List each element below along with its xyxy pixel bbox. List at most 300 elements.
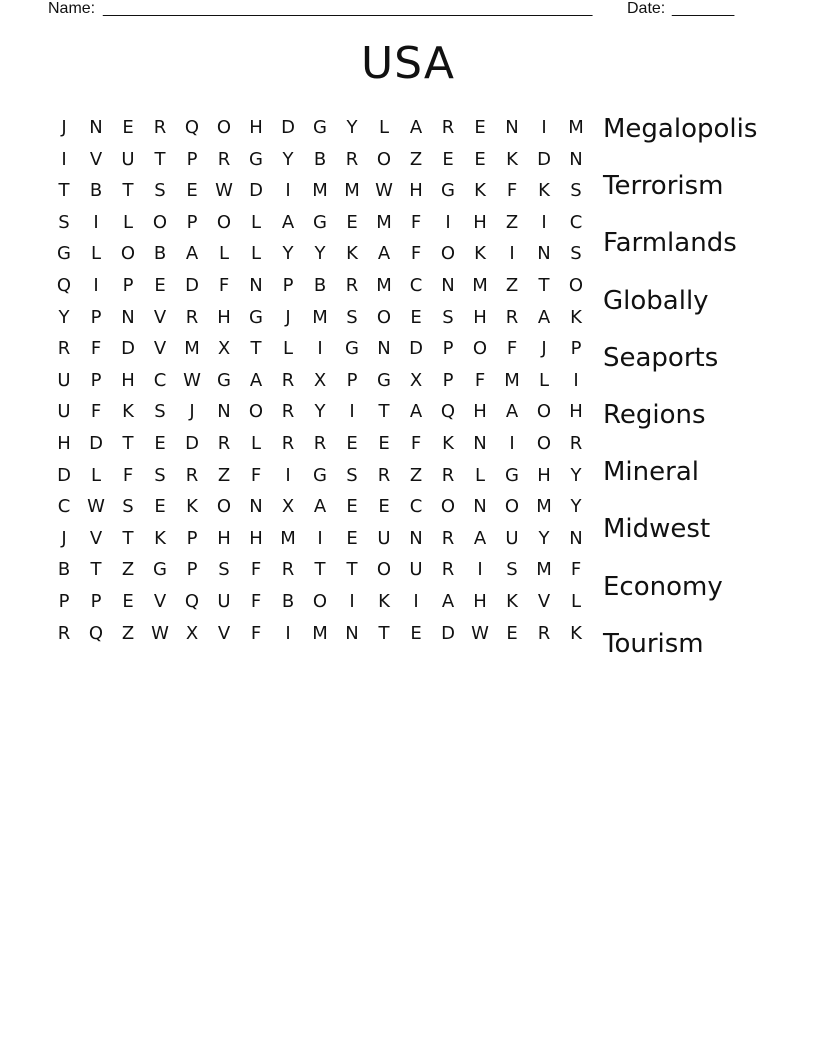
grid-letter: T [378, 622, 390, 644]
grid-letter: I [445, 211, 451, 233]
grid-letter: K [346, 243, 358, 265]
word-list-item: Mineral [603, 457, 699, 488]
grid-letter: E [442, 148, 454, 170]
grid-letter: U [505, 527, 519, 549]
grid-letter: D [89, 432, 103, 454]
grid-row [48, 302, 592, 334]
grid-row [48, 523, 592, 555]
grid-letter: L [538, 369, 550, 391]
grid-letter: D [185, 432, 199, 454]
grid-letter: G [313, 464, 327, 486]
word-list-item: Economy [603, 571, 723, 602]
grid-letter: S [442, 306, 454, 328]
date-blank-line: _______ [672, 0, 735, 17]
grid-letter: W [183, 369, 201, 391]
grid-letter: A [377, 243, 391, 265]
grid-letter: F [122, 464, 134, 486]
grid-letter: F [506, 180, 518, 202]
grid-letter: S [154, 464, 166, 486]
grid-letter: D [409, 338, 423, 360]
grid-letter: H [473, 590, 487, 612]
grid-letter: R [217, 148, 231, 170]
grid-letter: B [57, 559, 71, 581]
grid-letter: M [312, 180, 328, 202]
word-list-item: Globally [603, 285, 709, 316]
grid-letter: E [410, 306, 422, 328]
grid-letter: J [61, 527, 67, 549]
grid-letter: S [346, 464, 358, 486]
grid-letter: D [249, 180, 263, 202]
grid-letter: A [409, 117, 423, 138]
grid-letter: O [536, 401, 552, 423]
grid-letter: H [473, 306, 487, 328]
grid-letter: K [474, 180, 486, 202]
grid-letter: J [189, 401, 195, 423]
grid-letter: F [570, 559, 582, 581]
grid-letter: F [474, 369, 486, 391]
grid-row [48, 618, 592, 650]
grid-row [48, 238, 592, 270]
grid-letter: T [122, 432, 134, 454]
grid-letter: F [506, 338, 518, 360]
grid-letter: U [121, 148, 135, 170]
grid-letter: I [509, 432, 515, 454]
grid-letter: V [89, 148, 103, 170]
grid-letter: Z [409, 148, 423, 170]
grid-letter: F [218, 274, 230, 296]
grid-letter: W [375, 180, 393, 202]
grid-letter: R [185, 306, 199, 328]
grid-letter: U [409, 559, 423, 581]
grid-letter: T [314, 559, 326, 581]
grid-letter: M [376, 211, 392, 233]
puzzle-title: USA [360, 38, 456, 89]
grid-letter: R [377, 464, 391, 486]
grid-letter: P [58, 590, 70, 612]
grid-letter: E [154, 274, 166, 296]
grid-letter: D [281, 117, 295, 138]
grid-letter: B [89, 180, 103, 202]
grid-letter: N [473, 496, 487, 518]
grid-letter: M [504, 369, 520, 391]
grid-letter: P [90, 306, 102, 328]
grid-letter: Y [314, 243, 326, 265]
grid-letter: H [121, 369, 135, 391]
grid-letter: A [281, 211, 295, 233]
grid-letter: L [570, 590, 582, 612]
grid-letter: I [93, 211, 99, 233]
grid-letter: N [409, 527, 423, 549]
grid-letter: H [537, 464, 551, 486]
grid-letter: H [569, 401, 583, 423]
grid-letter: L [474, 464, 486, 486]
grid-letter: T [122, 527, 134, 549]
grid-row [48, 175, 592, 207]
grid-letter: M [536, 559, 552, 581]
grid-letter: M [536, 496, 552, 518]
grid-letter: T [154, 148, 166, 170]
grid-letter: D [185, 274, 199, 296]
grid-letter: S [154, 180, 166, 202]
grid-row [48, 428, 592, 460]
grid-letter: Y [282, 148, 294, 170]
grid-letter: L [90, 243, 102, 265]
grid-letter: H [473, 401, 487, 423]
grid-letter: O [504, 496, 520, 518]
grid-letter: Z [121, 622, 135, 644]
grid-letter: M [568, 117, 584, 138]
grid-letter: G [313, 117, 327, 138]
grid-letter: M [472, 274, 488, 296]
grid-letter: T [378, 401, 390, 423]
grid-letter: A [441, 590, 455, 612]
grid-letter: E [410, 622, 422, 644]
grid-letter: U [377, 527, 391, 549]
grid-row [48, 270, 592, 302]
grid-letter: N [249, 496, 263, 518]
name-label: Name: [48, 0, 96, 17]
grid-letter: Q [56, 274, 72, 296]
grid-letter: V [153, 338, 167, 360]
grid-row [48, 460, 592, 492]
grid-letter: R [217, 432, 231, 454]
grid-letter: U [57, 401, 71, 423]
word-list-item: Megalopolis [603, 114, 758, 144]
grid-letter: A [313, 496, 327, 518]
grid-letter: I [93, 274, 99, 296]
grid-letter: W [87, 496, 105, 518]
grid-letter: E [378, 432, 390, 454]
grid-letter: E [378, 496, 390, 518]
grid-letter: Y [538, 527, 550, 549]
word-list-item: Tourism [603, 628, 704, 659]
grid-letter: R [185, 464, 199, 486]
word-list-item: Midwest [603, 514, 711, 545]
grid-letter: H [249, 117, 263, 138]
grid-letter: R [153, 117, 167, 138]
grid-letter: G [377, 369, 391, 391]
grid-letter: G [57, 243, 71, 265]
grid-letter: N [249, 274, 263, 296]
grid-letter: E [154, 432, 166, 454]
grid-letter: H [217, 306, 231, 328]
grid-letter: G [505, 464, 519, 486]
grid-letter: O [376, 559, 392, 581]
grid-letter: F [410, 432, 422, 454]
grid-letter: O [248, 401, 264, 423]
grid-letter: P [186, 148, 198, 170]
grid-letter: K [570, 622, 582, 644]
grid-letter: S [58, 211, 70, 233]
word-list-item: Farmlands [603, 228, 737, 259]
grid-letter: I [61, 148, 67, 170]
grid-letter: J [61, 117, 67, 138]
grid-letter: M [344, 180, 360, 202]
grid-letter: D [537, 148, 551, 170]
grid-letter: M [376, 274, 392, 296]
grid-letter: E [186, 180, 198, 202]
grid-letter: V [537, 590, 551, 612]
grid-letter: R [281, 559, 295, 581]
letter-grid [48, 112, 592, 649]
grid-letter: V [153, 590, 167, 612]
grid-letter: W [471, 622, 489, 644]
grid-row [48, 365, 592, 397]
grid-letter: D [57, 464, 71, 486]
grid-row [48, 112, 592, 144]
grid-letter: F [250, 590, 262, 612]
grid-letter: O [216, 211, 232, 233]
grid-letter: N [89, 117, 103, 138]
grid-letter: L [378, 117, 390, 138]
grid-letter: R [281, 401, 295, 423]
grid-letter: L [90, 464, 102, 486]
grid-letter: Y [570, 496, 582, 518]
grid-letter: B [281, 590, 295, 612]
grid-letter: R [441, 117, 455, 138]
grid-letter: K [186, 496, 198, 518]
grid-letter: G [217, 369, 231, 391]
grid-letter: H [473, 211, 487, 233]
grid-letter: E [346, 211, 358, 233]
grid-letter: R [345, 274, 359, 296]
grid-letter: T [90, 559, 102, 581]
grid-letter: O [376, 148, 392, 170]
grid-letter: G [249, 148, 263, 170]
grid-letter: Q [184, 117, 200, 138]
grid-letter: P [442, 338, 454, 360]
grid-letter: F [250, 464, 262, 486]
grid-letter: D [121, 338, 135, 360]
grid-letter: S [570, 243, 582, 265]
grid-row [48, 586, 592, 618]
grid-letter: E [122, 590, 134, 612]
grid-letter: K [378, 590, 390, 612]
grid-letter: Z [121, 559, 135, 581]
grid-letter: K [122, 401, 134, 423]
grid-letter: X [313, 369, 327, 391]
grid-letter: K [506, 148, 518, 170]
worksheet-header [48, 0, 748, 20]
grid-letter: A [537, 306, 551, 328]
grid-letter: Q [88, 622, 104, 644]
grid-letter: N [505, 117, 519, 138]
grid-letter: J [285, 306, 291, 328]
grid-letter: M [312, 622, 328, 644]
grid-letter: S [346, 306, 358, 328]
grid-letter: O [376, 306, 392, 328]
grid-letter: G [441, 180, 455, 202]
grid-letter: D [441, 622, 455, 644]
grid-letter: Y [282, 243, 294, 265]
date-label: Date: [627, 0, 666, 17]
grid-letter: Y [570, 464, 582, 486]
grid-letter: E [474, 148, 486, 170]
grid-letter: I [317, 527, 323, 549]
grid-letter: N [121, 306, 135, 328]
grid-letter: S [506, 559, 518, 581]
grid-letter: R [569, 432, 583, 454]
grid-letter: E [474, 117, 486, 138]
grid-letter: Z [505, 211, 519, 233]
grid-letter: E [346, 496, 358, 518]
grid-letter: Q [184, 590, 200, 612]
grid-letter: U [217, 590, 231, 612]
grid-letter: B [313, 274, 327, 296]
grid-letter: I [349, 401, 355, 423]
grid-letter: Z [217, 464, 231, 486]
grid-letter: T [538, 274, 550, 296]
grid-letter: P [122, 274, 134, 296]
grid-letter: C [409, 274, 423, 296]
grid-letter: I [285, 180, 291, 202]
grid-letter: O [216, 496, 232, 518]
grid-letter: S [570, 180, 582, 202]
grid-letter: A [249, 369, 263, 391]
grid-letter: I [573, 369, 579, 391]
grid-letter: O [120, 243, 136, 265]
grid-letter: H [249, 527, 263, 549]
grid-letter: N [537, 243, 551, 265]
grid-letter: F [90, 338, 102, 360]
grid-letter: I [413, 590, 419, 612]
grid-row [48, 491, 592, 523]
grid-letter: E [506, 622, 518, 644]
grid-letter: U [57, 369, 71, 391]
grid-letter: C [57, 496, 71, 518]
grid-letter: R [441, 559, 455, 581]
grid-letter: P [90, 369, 102, 391]
grid-letter: O [440, 243, 456, 265]
grid-letter: Y [58, 306, 70, 328]
grid-letter: X [217, 338, 231, 360]
grid-letter: R [505, 306, 519, 328]
grid-letter: M [280, 527, 296, 549]
grid-row [48, 207, 592, 239]
grid-letter: V [89, 527, 103, 549]
grid-letter: A [409, 401, 423, 423]
grid-letter: L [250, 243, 262, 265]
grid-letter: E [346, 432, 358, 454]
grid-letter: T [346, 559, 358, 581]
grid-letter: N [569, 148, 583, 170]
grid-letter: L [282, 338, 294, 360]
grid-letter: G [345, 338, 359, 360]
grid-letter: H [409, 180, 423, 202]
grid-letter: H [57, 432, 71, 454]
grid-letter: O [472, 338, 488, 360]
grid-letter: B [313, 148, 327, 170]
grid-letter: F [250, 559, 262, 581]
grid-letter: I [541, 117, 547, 138]
grid-letter: R [281, 432, 295, 454]
grid-letter: O [152, 211, 168, 233]
grid-letter: Q [440, 401, 456, 423]
grid-letter: X [281, 496, 295, 518]
grid-letter: O [440, 496, 456, 518]
grid-letter: O [536, 432, 552, 454]
grid-letter: V [217, 622, 231, 644]
grid-letter: Z [409, 464, 423, 486]
grid-letter: P [186, 559, 198, 581]
grid-letter: P [90, 590, 102, 612]
name-blank-line: _______________________________________________________ [103, 0, 593, 17]
grid-letter: V [153, 306, 167, 328]
grid-letter: R [537, 622, 551, 644]
grid-letter: P [186, 211, 198, 233]
grid-letter: P [442, 369, 454, 391]
grid-letter: K [442, 432, 454, 454]
grid-letter: R [441, 464, 455, 486]
grid-letter: C [569, 211, 583, 233]
word-list-item: Regions [603, 399, 706, 430]
grid-letter: I [477, 559, 483, 581]
grid-letter: T [58, 180, 70, 202]
grid-letter: M [312, 306, 328, 328]
grid-letter: S [218, 559, 230, 581]
grid-row [48, 396, 592, 428]
grid-letter: N [217, 401, 231, 423]
grid-letter: R [313, 432, 327, 454]
grid-letter: A [505, 401, 519, 423]
grid-letter: F [410, 211, 422, 233]
word-list-item: Terrorism [603, 171, 724, 202]
grid-letter: N [569, 527, 583, 549]
grid-letter: L [122, 211, 134, 233]
grid-letter: G [153, 559, 167, 581]
grid-row [48, 333, 592, 365]
grid-letter: F [90, 401, 102, 423]
grid-letter: R [281, 369, 295, 391]
grid-letter: P [282, 274, 294, 296]
grid-letter: N [473, 432, 487, 454]
grid-letter: P [346, 369, 358, 391]
grid-letter: I [541, 211, 547, 233]
grid-letter: N [345, 622, 359, 644]
grid-letter: R [441, 527, 455, 549]
grid-letter: P [186, 527, 198, 549]
grid-letter: L [250, 211, 262, 233]
grid-letter: C [153, 369, 167, 391]
grid-letter: K [570, 306, 582, 328]
grid-letter: W [215, 180, 233, 202]
grid-letter: S [154, 401, 166, 423]
grid-letter: C [409, 496, 423, 518]
grid-letter: P [570, 338, 582, 360]
grid-letter: K [154, 527, 166, 549]
grid-letter: K [474, 243, 486, 265]
grid-letter: T [122, 180, 134, 202]
grid-letter: F [250, 622, 262, 644]
grid-letter: K [538, 180, 550, 202]
grid-letter: K [506, 590, 518, 612]
grid-letter: L [218, 243, 230, 265]
grid-letter: I [509, 243, 515, 265]
grid-letter: F [410, 243, 422, 265]
grid-letter: Y [314, 401, 326, 423]
grid-letter: E [346, 527, 358, 549]
grid-row [48, 144, 592, 176]
grid-letter: X [185, 622, 199, 644]
grid-letter: A [185, 243, 199, 265]
grid-letter: M [184, 338, 200, 360]
word-list-item: Seaports [603, 342, 719, 373]
grid-letter: W [151, 622, 169, 644]
grid-letter: G [313, 211, 327, 233]
grid-letter: G [249, 306, 263, 328]
grid-letter: O [568, 274, 584, 296]
grid-letter: E [122, 117, 134, 138]
